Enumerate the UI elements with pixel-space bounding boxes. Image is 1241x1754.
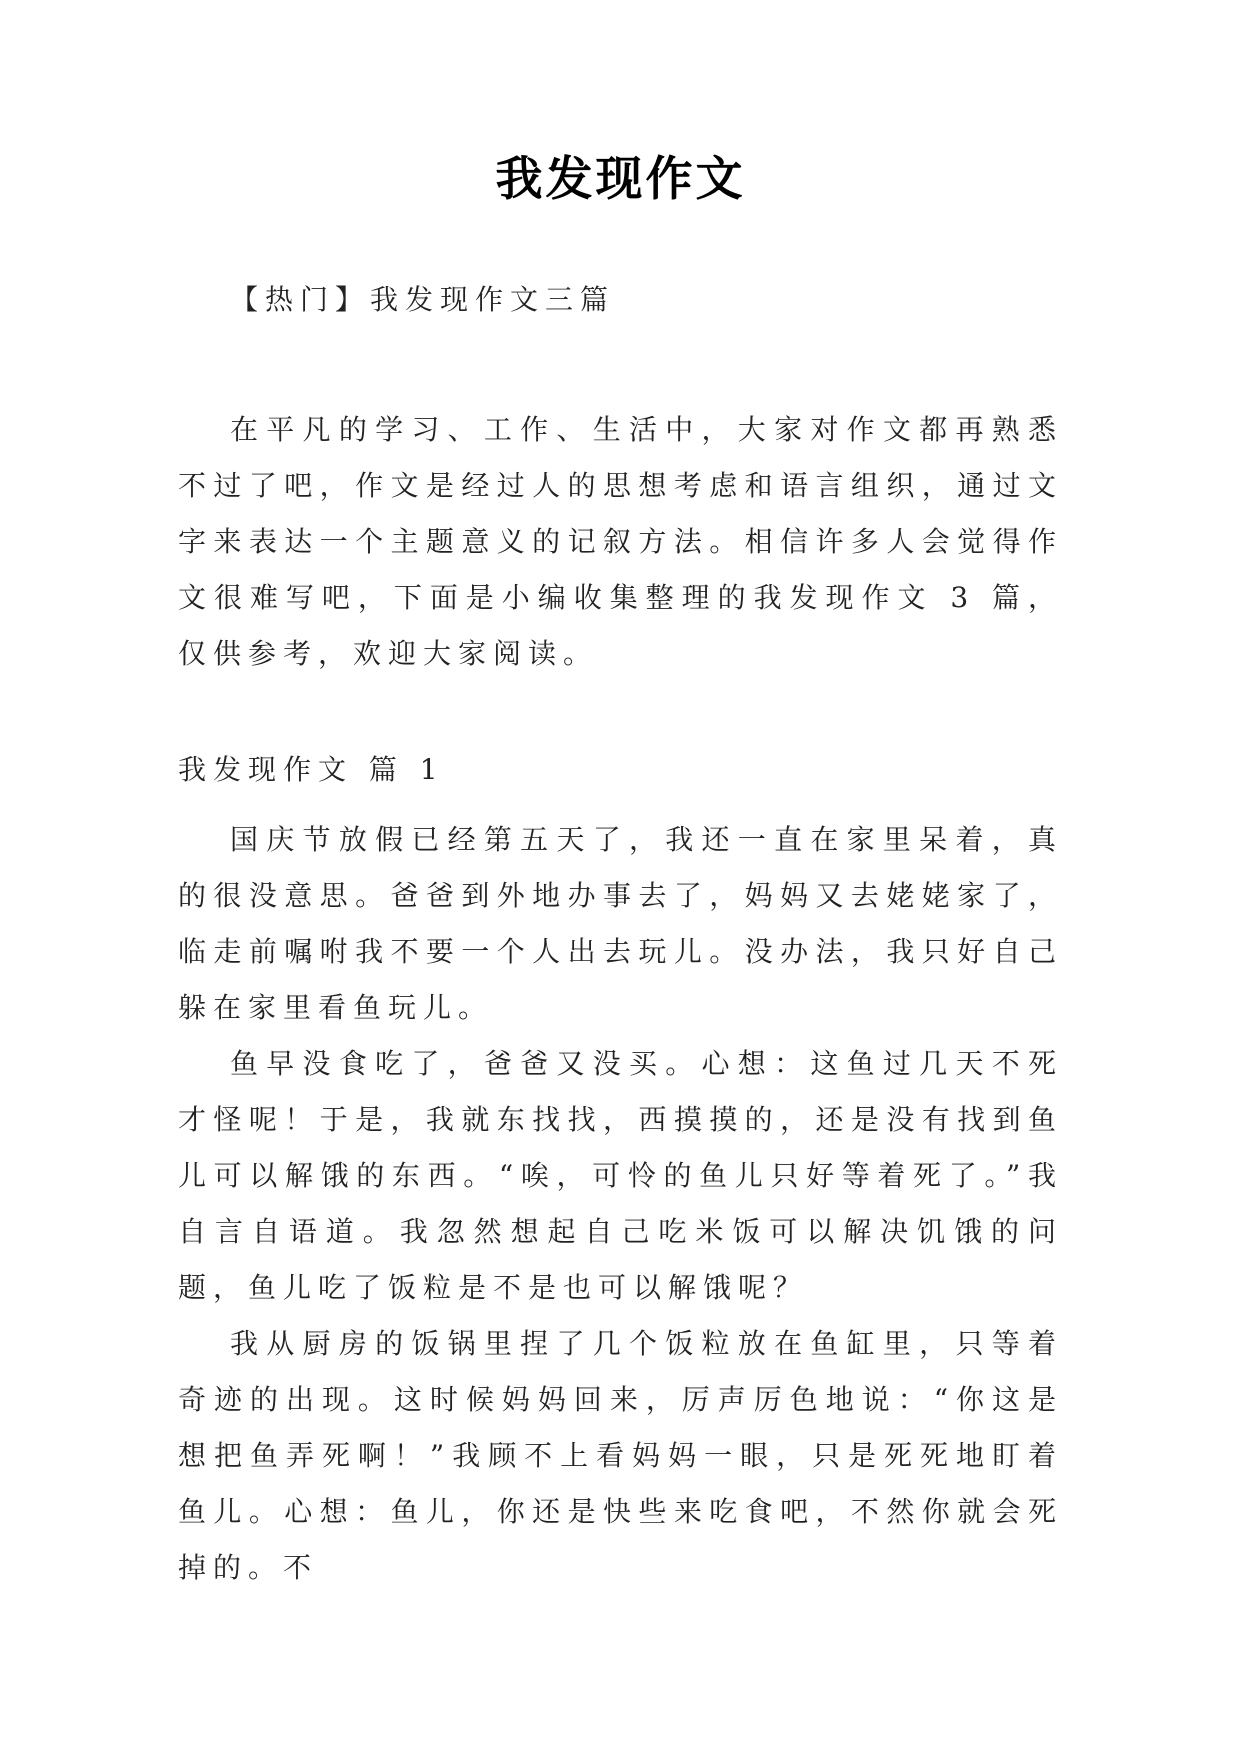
intro-paragraph: 在平凡的学习、工作、生活中，大家对作文都再熟悉不过了吧，作文是经过人的思想考虑和语言组织，通过文字来表达一个主题意义的记叙方法。相信许多人会觉得作文很难写吧，下面是小编收集整理的我发现作文 3 篇，仅供参考，欢迎大家阅读。 — [178, 413, 1063, 670]
document-title: 我发现作文 — [495, 152, 746, 207]
document-subtitle: 【热门】我发现作文三篇 — [230, 283, 616, 316]
section-heading-essay-1: 我发现作文 篇 1 — [178, 753, 445, 786]
essay-1-paragraph-3: 我从厨房的饭锅里捏了几个饭粒放在鱼缸里，只等着奇迹的出现。这时候妈妈回来，厉声厉色地说：“你这是想把鱼弄死啊！”我顾不上看妈妈一眼，只是死死地盯着鱼儿。心想：鱼儿，你还是快些来吃食吧，不然你就会死掉的。不 — [178, 1327, 1063, 1584]
essay-1-paragraph-1: 国庆节放假已经第五天了，我还一直在家里呆着，真的很没意思。爸爸到外地办事去了，妈妈又去姥姥家了，临走前嘱咐我不要一个人出去玩儿。没办法，我只好自己躲在家里看鱼玩儿。 — [178, 823, 1063, 1024]
essay-1-paragraph-2: 鱼早没食吃了，爸爸又没买。心想：这鱼过几天不死才怪呢！于是，我就东找找，西摸摸的，还是没有找到鱼儿可以解饿的东西。“唉，可怜的鱼儿只好等着死了。”我自言自语道。我忽然想起自己吃米饭可以解决饥饿的问题，鱼儿吃了饭粒是不是也可以解饿呢？ — [178, 1047, 1063, 1304]
